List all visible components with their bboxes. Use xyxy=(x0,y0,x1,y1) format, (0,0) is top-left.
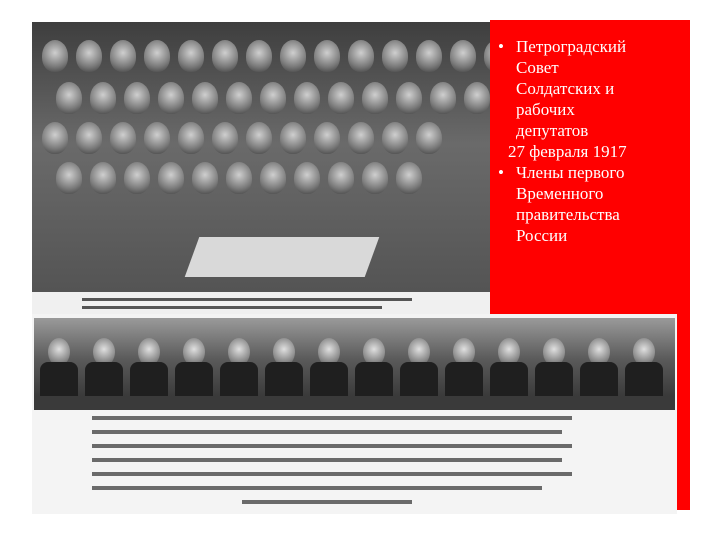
person-head xyxy=(464,82,490,114)
person-head xyxy=(314,40,340,72)
person-head xyxy=(260,162,286,194)
bullet-line: России xyxy=(516,226,568,245)
person-head xyxy=(212,40,238,72)
person-head xyxy=(328,82,354,114)
person-head xyxy=(76,122,102,154)
bullet-line: депутатов xyxy=(516,121,589,140)
person-head xyxy=(178,40,204,72)
person-head xyxy=(416,122,442,154)
bullet-petrograd-soviet xyxy=(494,36,684,141)
person-head xyxy=(56,162,82,194)
desk-in-photo xyxy=(34,396,675,410)
person-head xyxy=(56,82,82,114)
person-head xyxy=(212,122,238,154)
person-head xyxy=(328,162,354,194)
table-in-photo xyxy=(185,237,380,277)
person-head xyxy=(348,122,374,154)
person-head xyxy=(42,122,68,154)
person-head xyxy=(382,40,408,72)
bullet-line: Члены первого xyxy=(516,163,625,182)
person-head xyxy=(178,122,204,154)
person-head xyxy=(294,162,320,194)
person-head xyxy=(246,40,272,72)
person-head xyxy=(348,40,374,72)
person-head xyxy=(450,40,476,72)
person-head xyxy=(226,162,252,194)
bullet-line: Временного xyxy=(516,184,604,203)
person-head xyxy=(124,82,150,114)
bullet-marker: • xyxy=(498,37,504,56)
person-head xyxy=(42,40,68,72)
bullet-line: Петроградский xyxy=(516,37,627,56)
person-head xyxy=(192,82,218,114)
person-head xyxy=(144,40,170,72)
person-head xyxy=(90,162,116,194)
person-head xyxy=(280,40,306,72)
person-head xyxy=(396,82,422,114)
person-head xyxy=(246,122,272,154)
person-head xyxy=(110,122,136,154)
person-head xyxy=(260,82,286,114)
bullet-line: рабочих xyxy=(516,100,575,119)
provisional-government-photo xyxy=(34,318,675,410)
person-head xyxy=(124,162,150,194)
person-head xyxy=(110,40,136,72)
bullet-line: правительства xyxy=(516,205,620,224)
date-line: 27 февраля 1917 xyxy=(508,142,627,161)
person-head xyxy=(430,82,456,114)
person-head xyxy=(396,162,422,194)
bullet-line: Солдатских и xyxy=(516,79,615,98)
person-head xyxy=(158,162,184,194)
petrograd-soviet-photo xyxy=(32,22,490,292)
photo-caption-bottom xyxy=(92,410,592,510)
person-head xyxy=(362,162,388,194)
person-head xyxy=(294,82,320,114)
bullet-line: Совет xyxy=(516,58,559,77)
person-head xyxy=(158,82,184,114)
person-head xyxy=(226,82,252,114)
person-head xyxy=(76,40,102,72)
bullet-provisional-government xyxy=(494,162,684,246)
person-head xyxy=(144,122,170,154)
person-head xyxy=(484,40,490,72)
person-head xyxy=(416,40,442,72)
person-head xyxy=(314,122,340,154)
person-head xyxy=(192,162,218,194)
person-head xyxy=(90,82,116,114)
bullet-marker: • xyxy=(498,163,504,182)
bullet-list xyxy=(494,36,684,246)
person-head xyxy=(280,122,306,154)
person-head xyxy=(382,122,408,154)
person-head xyxy=(362,82,388,114)
